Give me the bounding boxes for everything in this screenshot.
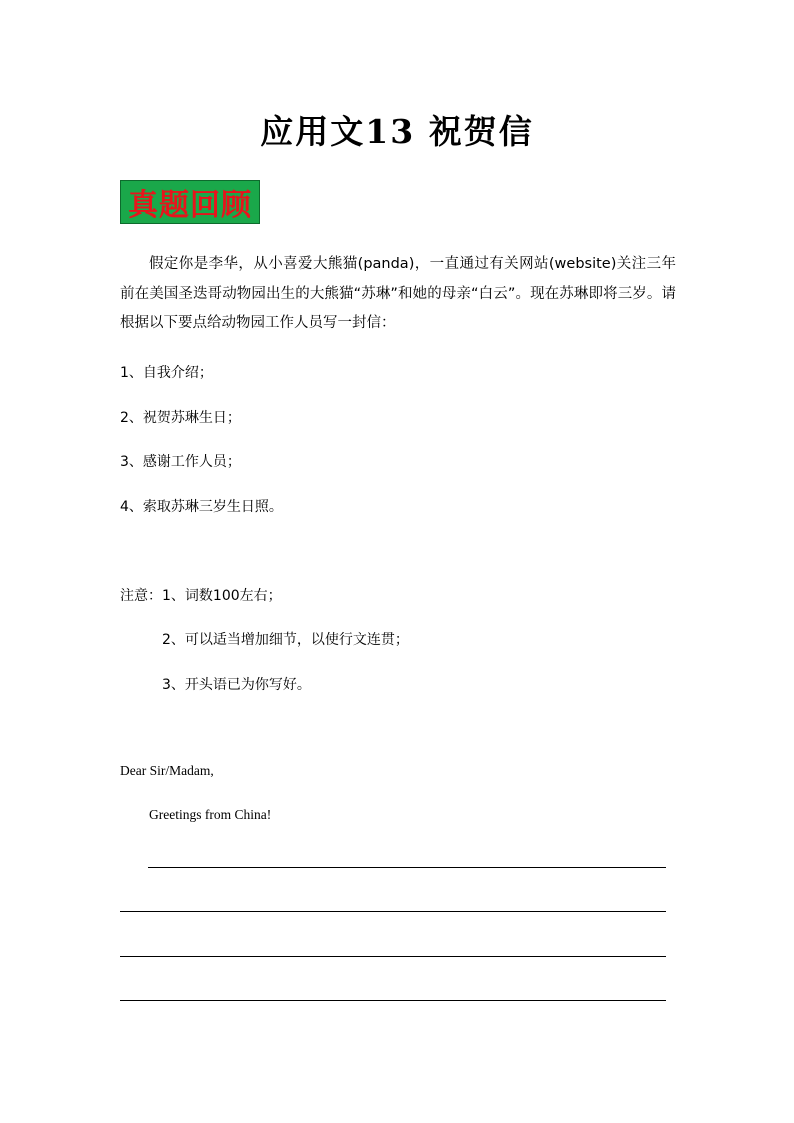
note-item-2: 2、可以适当增加细节，以使行文连贯； <box>162 632 409 648</box>
prompt-paragraph: 假定你是李华，从小喜爱大熊猫(panda)，一直通过有关网站(website)关注三年前在美国圣迭哥动物园出生的大熊猫“苏琳”和她的母亲“白云”。现在苏琳即将三岁。请根据以下要点给动物园工作人员写一封信： <box>120 256 676 331</box>
answer-line-4 <box>120 1000 666 1001</box>
letter-greeting: Greetings from China! <box>149 807 272 822</box>
note-item-3: 3、开头语已为你写好。 <box>162 677 311 693</box>
section-badge: 真题回顾 <box>120 180 260 224</box>
page-title: 应用文13 祝贺信 <box>260 112 534 151</box>
note-item-1: 注意：1、词数100左右； <box>120 588 282 604</box>
answer-line-3 <box>120 956 666 957</box>
answer-line-1 <box>148 867 666 868</box>
letter-salutation: Dear Sir/Madam, <box>120 763 214 778</box>
point-item-2: 2、祝贺苏琳生日； <box>120 410 241 426</box>
point-item-4: 4、索取苏琳三岁生日照。 <box>120 499 283 515</box>
point-item-1: 1、自我介绍； <box>120 365 213 381</box>
point-item-3: 3、感谢工作人员； <box>120 454 241 470</box>
answer-line-2 <box>120 911 666 912</box>
